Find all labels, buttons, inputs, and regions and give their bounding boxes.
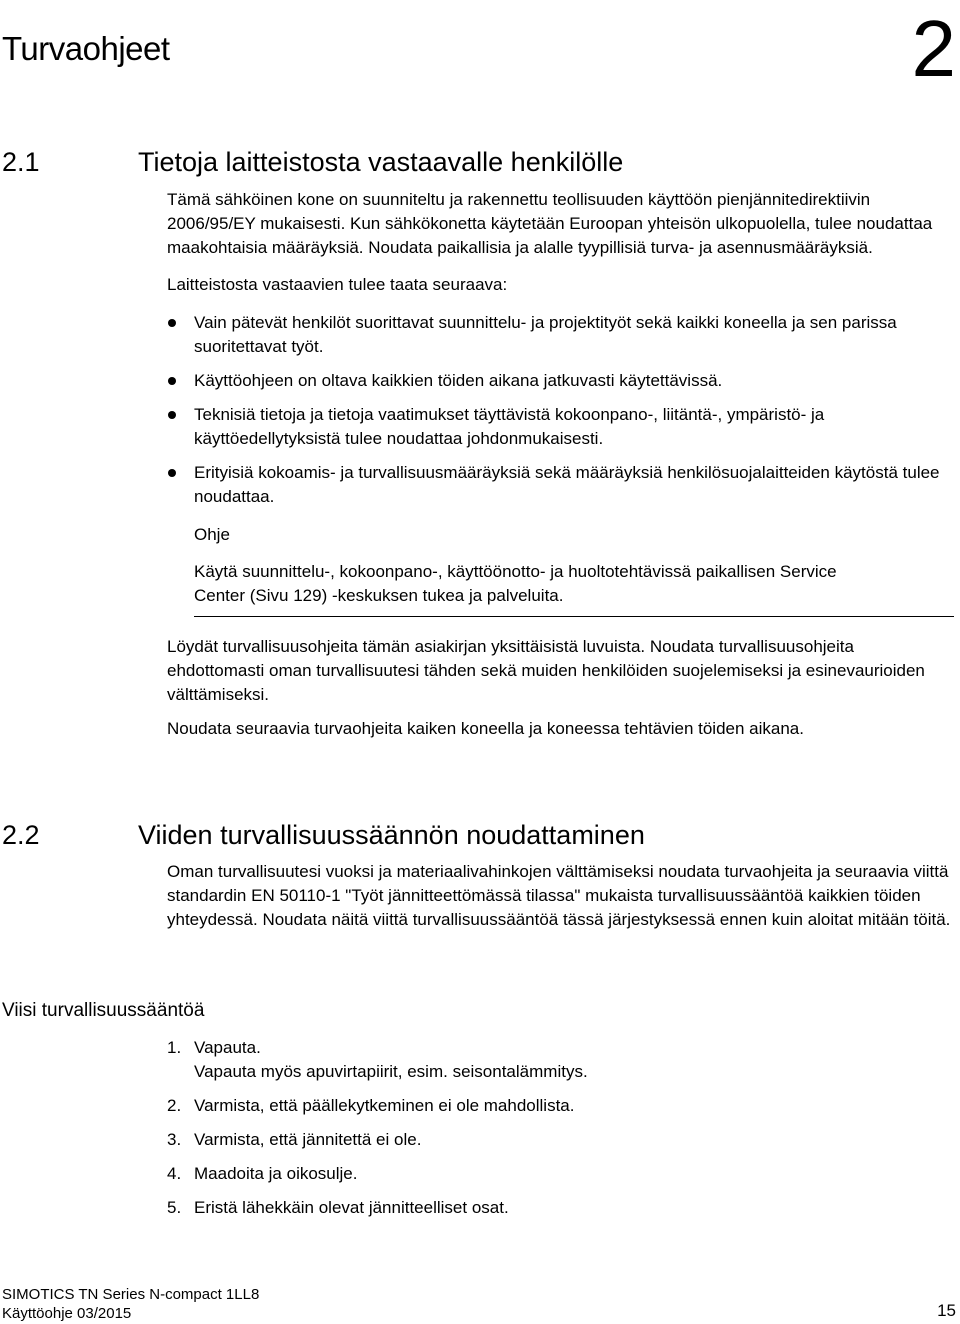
list-item: 2. Varmista, että päällekytkeminen ei ole mahdollista. <box>167 1096 575 1115</box>
chapter-title: Turvaohjeet <box>2 30 170 67</box>
list-item: 3. Varmista, että jännitettä ei ole. <box>167 1130 422 1149</box>
paragraph: Noudata seuraavia turvaohjeita kaiken koneella ja koneessa tehtävien töiden aikana. <box>167 719 804 738</box>
bullet-icon <box>168 411 176 419</box>
note-text: Käytä suunnittelu-, kokoonpano-, käyttöönotto- ja huoltotehtävissä paikallisen Service Center (Sivu 129) -keskuksen tukea ja palveluita. <box>194 562 837 605</box>
list-item: Erityisiä kokoamis- ja turvallisuusmääräyksiä sekä määräyksiä henkilösuojalaitteiden käytöstä tulee noudattaa. <box>167 461 957 509</box>
list-item: Vain pätevät henkilöt suorittavat suunnittelu- ja projektityöt sekä kaikki koneella ja sen parissa suoritettavat työt. <box>167 311 957 359</box>
bullet-icon <box>168 469 176 477</box>
page-number: 15 <box>937 1301 956 1320</box>
section-title-2-1: Tietoja laitteistosta vastaavalle henkilölle <box>138 147 624 177</box>
list-item: 4. Maadoita ja oikosulje. <box>167 1164 358 1183</box>
chapter-number: 2 <box>911 4 956 93</box>
requirements-list <box>167 311 957 509</box>
intro-paragraph: Tämä sähköinen kone on suunniteltu ja rakennettu teollisuuden käyttöön pienjännitedirektiivin 2006/95/EY mukaisesti. Kun sähkökonetta käytetään Euroopan yhteisön ulkopuolella, tulee noudattaa maakohtaisia määräyksiä. Noudata paikallisia ja alalle tyypillisiä turva- ja asennusmääräyksiä. <box>167 190 933 257</box>
note-box <box>194 523 954 617</box>
section-number-2-2: 2.2 <box>2 820 40 850</box>
list-item: 5. Eristä lähekkäin olevat jännitteelliset osat. <box>167 1198 509 1217</box>
list-item: Teknisiä tietoja ja tietoja vaatimukset täyttävistä kokoonpano-, liitäntä-, ympäristö- ja käyttöedellytyksistä tulee noudattaa johdonmukaisesti. <box>167 403 957 451</box>
note-label: Ohje <box>194 525 230 544</box>
safety-rules <box>167 1036 957 1220</box>
footer-doc: Käyttöohje 03/2015 <box>2 1305 132 1322</box>
bullet-icon <box>168 377 176 385</box>
section-2-2-intro: Oman turvallisuutesi vuoksi ja materiaalivahinkojen välttämiseksi noudata turvaohjeita ja seuraavia viittä standardin EN 50110-1 "Työt jännitteettömässä tilassa" mukaista turvallisuussääntöä kaikkien töiden yhteydessä. Noudata näitä viittä turvallisuussääntöä tässä järjestyksessä ennen kuin aloitat mitään töitä. <box>167 862 951 929</box>
lead-paragraph: Laitteistosta vastaavien tulee taata seuraava: <box>167 275 508 294</box>
section-number-2-1: 2.1 <box>2 147 40 177</box>
section-2-1-body <box>167 188 957 741</box>
list-item: Käyttöohjeen on oltava kaikkien töiden aikana jatkuvasti käytettävissä. <box>167 369 957 393</box>
subheading: Viisi turvallisuussääntöä <box>2 1000 205 1021</box>
bullet-icon <box>168 319 176 327</box>
footer-product: SIMOTICS TN Series N-compact 1LL8 <box>2 1286 260 1303</box>
section-title-2-2: Viiden turvallisuussäännön noudattaminen <box>138 820 645 850</box>
list-item: 1. Vapauta. Vapauta myös apuvirtapiirit, esim. seisontalämmitys. <box>167 1038 588 1081</box>
safety-rules-list <box>167 1036 957 1220</box>
paragraph: Löydät turvallisuusohjeita tämän asiakirjan yksittäisistä luvuista. Noudata turvallisuusohjeita ehdottomasti oman turvallisuutesi tähden sekä muiden henkilöiden suojelemiseksi ja esinevaurioiden välttämiseksi. <box>167 637 925 704</box>
